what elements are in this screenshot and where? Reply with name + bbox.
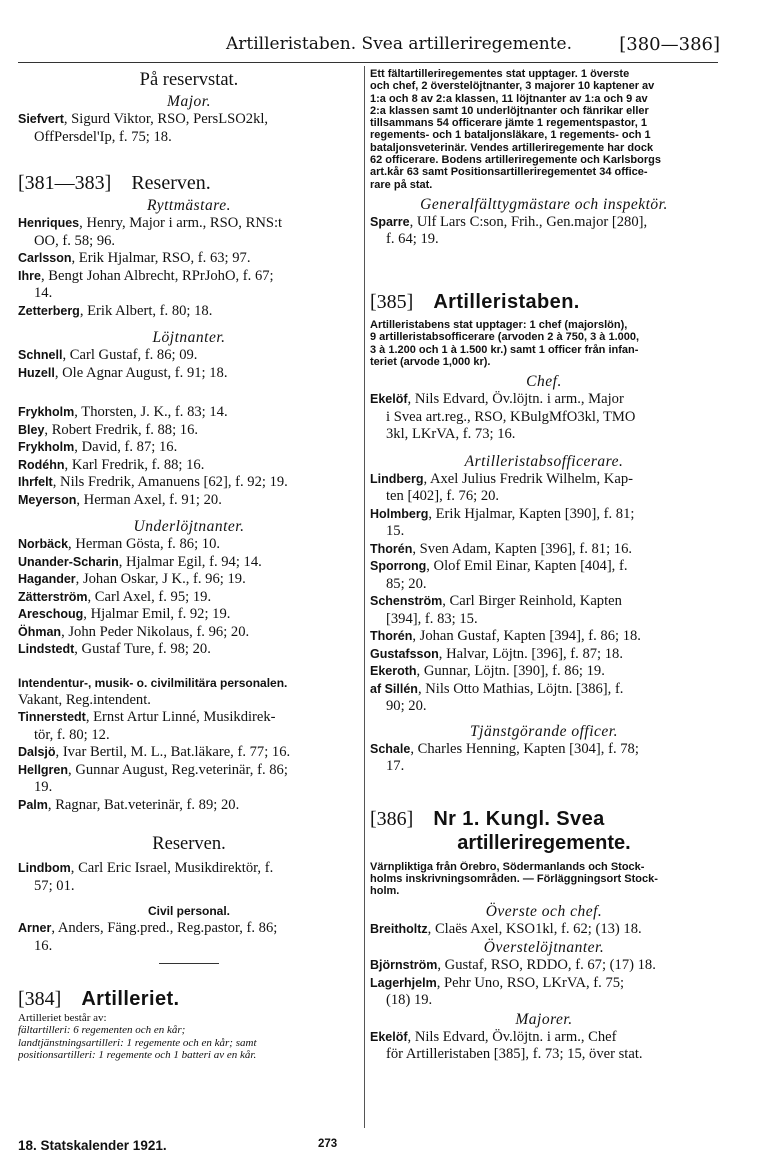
surname: Lindstedt [18, 642, 75, 656]
major-subheading: Major. [167, 93, 211, 110]
surname: Arner [18, 921, 52, 935]
entry: Ekelöf, Nils Edvard, Öv.löjtn. i arm., Major [370, 391, 624, 408]
surname: Björnström [370, 958, 438, 973]
entry: 57; 01. [34, 877, 75, 894]
artilleristabsofficerare-subheading: Artilleristabsofficerare. [464, 452, 624, 470]
section-title: Artilleriet. [81, 988, 180, 1010]
small-text: rare på stat. [370, 178, 433, 191]
section-385-heading [370, 289, 718, 315]
entry: Sparre, Ulf Lars C:son, Frih., Gen.major [280], [370, 213, 648, 230]
page-footer [18, 1138, 718, 1162]
entry: Gustafsson, Halvar, Löjtn. [396], f. 87; 18. [370, 645, 623, 662]
entry: Lagerhjelm, Pehr Uno, RSO, LKrVA, f. 75; [370, 974, 625, 991]
entry: (18) 19. [386, 992, 433, 1009]
surname: Hellgren [18, 762, 69, 777]
small-text: holms inskrivningsområden. — Förläggningsort Stock- [370, 872, 658, 885]
footer-publication: 18. Statskalender 1921. [18, 1138, 167, 1153]
entry: Ihre, Bengt Johan Albrecht, RPrJohO, f. 67; [18, 267, 274, 284]
section-386-heading [370, 806, 718, 832]
entry: Thorén, Johan Gustaf, Kapten [394], f. 86; 18. [370, 628, 641, 645]
section-title-continued: artilleriregemente. [457, 831, 631, 854]
surname: Tinnerstedt [18, 710, 86, 724]
surname: Holmberg [370, 506, 429, 521]
small-text: och chef, 2 överstelöjtnanter, 3 majorer 10 kaptener av [370, 80, 655, 93]
entry: Öhman, John Peder Nikolaus, f. 96; 20. [18, 623, 250, 640]
surname: Frykholm [18, 405, 75, 419]
surname: Henriques [18, 216, 80, 230]
generalfalttygmastare-subheading: Generalfälttygmästare och inspektör. [420, 195, 668, 213]
small-text: teriet (arvode 1,000 kr). [370, 355, 491, 368]
entry: 16. [34, 937, 53, 954]
surname: Schale [370, 741, 411, 756]
column-divider [364, 66, 365, 1128]
entry: Meyerson, Herman Axel, f. 91; 20. [18, 491, 222, 508]
surname: Ihre [18, 268, 41, 283]
surname: Thorén [370, 629, 413, 644]
surname: Lindberg [370, 471, 424, 486]
entry: Vakant, Reg.intendent. [18, 691, 151, 708]
entry: Lindstedt, Gustaf Ture, f. 98; 20. [18, 641, 211, 657]
small-text: fältartilleri: 6 regementen och en kår; [18, 1024, 186, 1037]
small-text: 2:a klassen samt 10 underlöjtnanter och fänrikar eller [370, 104, 649, 117]
section-number: [385] [370, 290, 414, 313]
small-text: art.kår 63 samt Positionsartilleriregementet 34 office- [370, 166, 648, 179]
entry: Holmberg, Erik Hjalmar, Kapten [390], f. 81; [370, 505, 635, 522]
tjanstgorande-subheading: Tjänstgörande officer. [470, 722, 618, 740]
surname: Areschoug [18, 607, 84, 621]
small-text: landtjänstningsartilleri: 1 regemente och en kår; samt [18, 1036, 257, 1049]
entry: 14. [34, 285, 53, 301]
small-text: 1:a och 8 av 2:a klassen, 11 löjtnanter av 1:a och 9 av [370, 92, 648, 105]
entry: Siefvert, Sigurd Viktor, RSO, PersLSO2kl, [18, 111, 269, 127]
entry: 90; 20. [386, 698, 427, 715]
lojtnanter-subheading: Löjtnanter. [152, 329, 226, 346]
surname: Zätterström [18, 589, 88, 604]
right-column [370, 68, 718, 1064]
entry: Hellgren, Gunnar August, Reg.veterinär, f. 86; [18, 761, 288, 778]
surname: Lindbom [18, 861, 71, 875]
surname: Bley [18, 422, 45, 437]
surname: Lagerhjelm [370, 975, 437, 990]
entry: ten [402], f. 76; 20. [386, 488, 500, 505]
surname: Carlsson [18, 251, 72, 265]
entry: Frykholm, David, f. 87; 16. [18, 439, 178, 455]
header-rule [18, 62, 718, 63]
small-text: 3 à 1.200 och 1 à 1.500 kr.) samt 1 officer från infan- [370, 343, 639, 356]
section-number: [384] [18, 988, 62, 1010]
overste-subheading: Överste och chef. [485, 902, 603, 920]
overstelojtnanter-subheading: Överstelöjtnanter. [483, 939, 605, 957]
section-title: Reserven. [131, 172, 211, 194]
small-text: regements- och 1 bataljonsläkare, 1 regements- och 1 [370, 129, 651, 142]
surname: Meyerson [18, 492, 77, 507]
entry: Lindbom, Carl Eric Israel, Musikdirektör, f. [18, 860, 274, 876]
entry: 85; 20. [386, 575, 427, 592]
surname: Ekelöf [370, 1029, 408, 1044]
underlojtnanter-subheading: Underlöjtnanter. [133, 518, 245, 535]
entry: af Sillén, Nils Otto Mathias, Löjtn. [386], f. [370, 680, 624, 697]
small-text: holm. [370, 885, 400, 898]
section-381-heading [18, 170, 360, 196]
surname: Ekeroth [370, 664, 417, 679]
section-number: [381—383] [18, 172, 112, 194]
entry: Norbäck, Herman Gösta, f. 86; 10. [18, 536, 221, 552]
small-text: Artilleriet består av: [18, 1012, 107, 1024]
entry: Hagander, Johan Oskar, J K., f. 96; 19. [18, 571, 246, 587]
entry: Carlsson, Erik Hjalmar, RSO, f. 63; 97. [18, 250, 251, 266]
entry: Ihrfelt, Nils Fredrik, Amanuens [62], f. 92; 19. [18, 474, 288, 490]
surname: Sporrong [370, 559, 427, 574]
surname: Breitholtz [370, 921, 428, 936]
surname: Siefvert [18, 112, 64, 126]
small-text: tillsammans 54 officerare jämte 1 regementspastor, 1 [370, 117, 647, 130]
entry: Schenström, Carl Birger Reinhold, Kapten [370, 593, 622, 610]
entry: 15. [386, 523, 405, 540]
small-text: positionsartilleri: 1 regemente och 1 batteri av en kår. [18, 1048, 257, 1061]
chef-subheading: Chef. [526, 373, 562, 391]
entry: Thorén, Sven Adam, Kapten [396], f. 81; 16. [370, 540, 633, 557]
section-number: [386] [370, 807, 414, 830]
entry: 3kl, LKrVA, f. 73; 16. [386, 426, 516, 443]
surname: Öhman [18, 624, 62, 639]
section-title: Artilleristaben. [433, 290, 580, 313]
surname: Ihrfelt [18, 475, 53, 489]
entry: Bley, Robert Fredrik, f. 88; 16. [18, 421, 199, 438]
entry: Henriques, Henry, Major i arm., RSO, RNS:t [18, 215, 283, 231]
surname: Unander-Scharin [18, 554, 119, 569]
left-column [18, 68, 360, 1061]
section-title: Nr 1. Kungl. Svea [433, 807, 605, 830]
surname: Palm [18, 797, 48, 812]
entry: f. 64; 19. [386, 231, 439, 248]
entry: 17. [386, 758, 405, 775]
section-range: [380—386] [619, 34, 720, 55]
page-number: 273 [318, 1138, 338, 1150]
surname: af Sillén [370, 681, 418, 696]
small-text: 9 artilleristabsofficerare (arvoden 2 à 750, 3 à 1.000, [370, 331, 640, 344]
reserven-heading: Reserven. [152, 834, 226, 854]
entry: för Artilleristaben [385], f. 73; 15, över stat. [386, 1046, 643, 1063]
entry: 19. [34, 779, 53, 795]
section-384-heading [18, 986, 360, 1012]
entry: Arner, Anders, Fäng.pred., Reg.pastor, f. 86; [18, 920, 278, 936]
entry: Palm, Ragnar, Bat.veterinär, f. 89; 20. [18, 796, 240, 813]
surname: Hagander [18, 572, 76, 586]
entry: Tinnerstedt, Ernst Artur Linné, Musikdirek- [18, 709, 276, 725]
majorer-subheading: Majorer. [515, 1010, 573, 1028]
surname: Sparre [370, 214, 410, 229]
entry: Lindberg, Axel Julius Fredrik Wilhelm, Kap- [370, 470, 633, 487]
intendentur-heading: Intendentur-, musik- o. civilmilitära personalen. [18, 675, 288, 690]
entry: Sporrong, Olof Emil Einar, Kapten [404], f. [370, 558, 628, 575]
small-text: Ett fältartilleriregementes stat upptager. 1 överste [370, 68, 630, 80]
surname: Dalsjö [18, 745, 56, 759]
entry: Frykholm, Thorsten, J. K., f. 83; 14. [18, 404, 228, 420]
civil-heading: Civil personal. [147, 904, 231, 918]
surname: Rodéhn [18, 457, 65, 472]
entry: Zätterström, Carl Axel, f. 95; 19. [18, 588, 212, 605]
entry: i Svea art.reg., RSO, KBulgMfO3kl, TMO [386, 408, 636, 425]
entry: [394], f. 83; 15. [386, 610, 478, 627]
ryttmastare-subheading: Ryttmästare. [147, 197, 231, 214]
surname: Ekelöf [370, 392, 408, 407]
entry: Schnell, Carl Gustaf, f. 86; 09. [18, 347, 198, 363]
surname: Gustafsson [370, 646, 439, 661]
surname: Norbäck [18, 537, 69, 551]
reserve-heading: På reservstat. [139, 70, 239, 90]
small-text: bataljonsveterinär. Vendes artilleriregemente har dock [370, 141, 654, 154]
small-text: 62 officerare. Bodens artilleriregemente och Karlsborgs [370, 154, 661, 167]
entry: Ekelöf, Nils Edvard, Öv.löjtn. i arm., Chef [370, 1028, 617, 1045]
entry: Huzell, Ole Agnar August, f. 91; 18. [18, 364, 228, 381]
surname: Thorén [370, 541, 413, 556]
surname: Huzell [18, 365, 55, 380]
entry: Areschoug, Hjalmar Emil, f. 92; 19. [18, 606, 231, 622]
entry: OO, f. 58; 96. [34, 232, 116, 249]
entry: Rodéhn, Karl Fredrik, f. 88; 16. [18, 456, 205, 473]
small-text: Artilleristabens stat upptager: 1 chef (majorslön), [370, 318, 628, 331]
entry: Ekeroth, Gunnar, Löjtn. [390], f. 86; 19. [370, 663, 605, 680]
running-title: Artilleristaben. Svea artilleriregemente. [226, 34, 572, 54]
surname: Schnell [18, 348, 63, 362]
entry: Zetterberg, Erik Albert, f. 80; 18. [18, 302, 213, 319]
surname: Frykholm [18, 440, 75, 454]
page-header [0, 34, 776, 64]
entry: tör, f. 80; 12. [34, 726, 110, 743]
small-text: Värnpliktiga från Örebro, Södermanlands och Stock- [370, 860, 645, 873]
entry: Dalsjö, Ivar Bertil, M. L., Bat.läkare, f. 77; 16. [18, 744, 291, 760]
entry: Björnström, Gustaf, RSO, RDDO, f. 67; (17) 18. [370, 957, 656, 974]
surname: Zetterberg [18, 303, 80, 318]
entry: Schale, Charles Henning, Kapten [304], f. 78; [370, 740, 639, 757]
surname: Schenström [370, 594, 443, 609]
entry: Unander-Scharin, Hjalmar Egil, f. 94; 14. [18, 553, 262, 570]
entry: Breitholtz, Claës Axel, KSO1kl, f. 62; (13) 18. [370, 920, 642, 937]
entry: OffPersdel'Ip, f. 75; 18. [34, 128, 172, 145]
